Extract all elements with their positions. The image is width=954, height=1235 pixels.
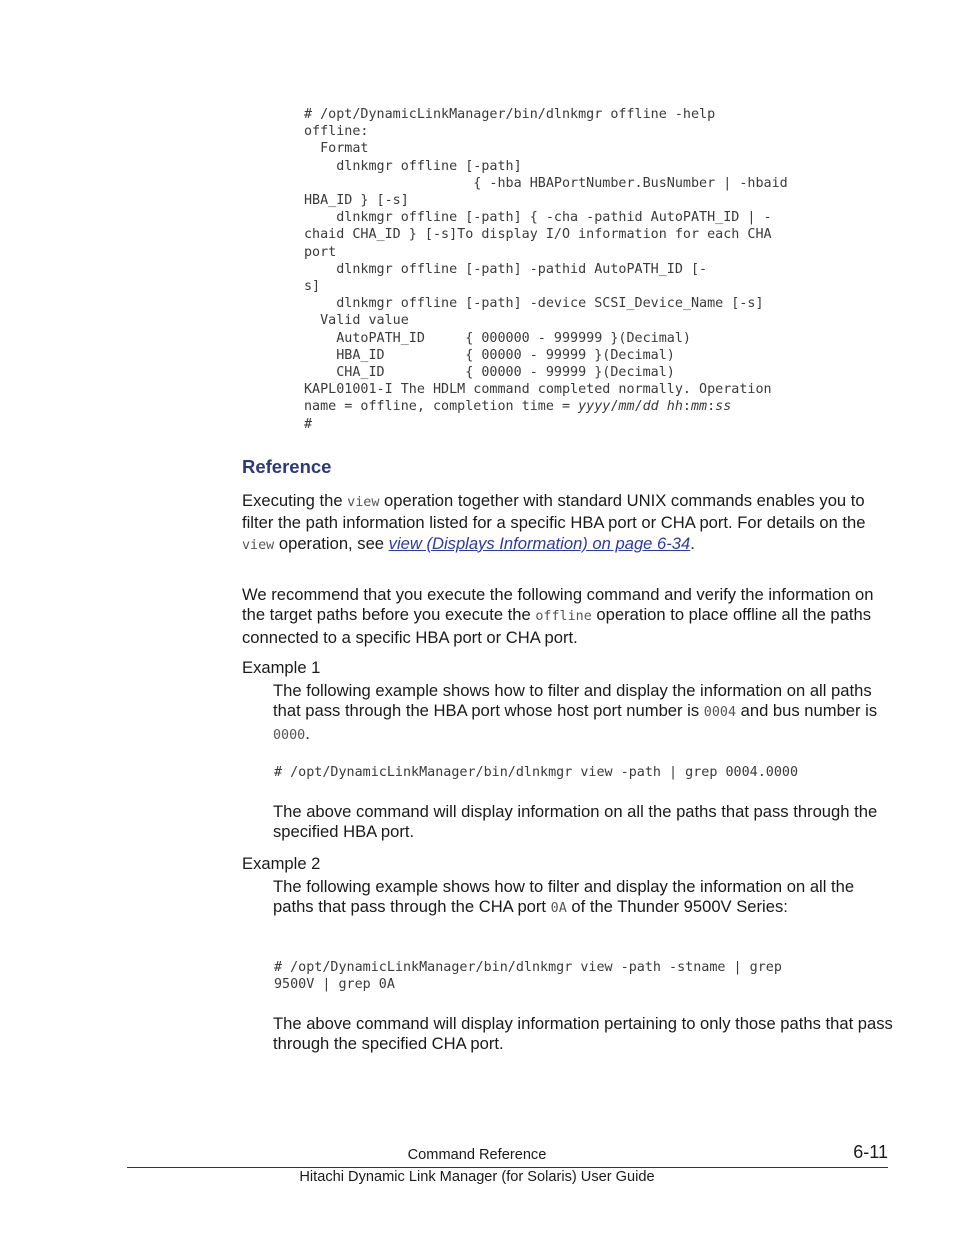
page-number: 6-11 — [853, 1142, 888, 1162]
example-2-description: The following example shows how to filter and display the information on all the paths that pass through the CHA port 0A of the Thunder 9500V Series: — [273, 877, 855, 917]
inline-code-bus-number: 0000 — [273, 727, 306, 743]
example-2-command: # /opt/DynamicLinkManager/bin/dlnkmgr view -path -stname | grep 9500V | grep 0A — [274, 960, 782, 993]
example-1-description: The following example shows how to filter and display the information on all paths that pass through the HBA port whose host port number is 0004 and bus number is 0000. — [273, 681, 878, 743]
time-space — [659, 399, 667, 414]
footer-guide-title: Hitachi Dynamic Link Manager (for Solaris) User Guide — [299, 1169, 655, 1185]
reference-heading: Reference — [242, 456, 332, 477]
inline-code-view: view — [347, 495, 380, 510]
help-output-text: # /opt/DynamicLinkManager/bin/dlnkmgr offline -help offline: Format dlnkmgr offline [-path] { -hba HBAPortNumber.BusNumber | -hbaid HBA_ID } [-s] dlnkmgr offline [-path] { -cha -pathid AutoPATH_ID | - chaid CHA_ID } [-s]To display I/O information for each CHA port dlnkmgr offline [-path] -pathid AutoPATH_ID [- s] dlnkmgr offline [-path] -device SCSI_Device_Name [-s] Valid value AutoPATH_ID { 000000 - 999999 }(Decimal) HBA_ID { 00000 - 99999 }(Decimal) CHA_ID { 00000 - 99999 }(Decimal) KAPL01001-I The HDLM command completed normally. Operation name = offline, completion time = — [304, 107, 788, 415]
time-day-placeholder: dd — [642, 399, 659, 415]
inline-code-view: view — [242, 537, 275, 553]
time-minute-placeholder: mm — [690, 399, 708, 415]
view-operation-link[interactable]: view (Displays Information) on page 6-34 — [388, 533, 691, 553]
time-separator: / — [610, 399, 619, 415]
inline-code-offline: offline — [535, 609, 592, 625]
example-1-label: Example 1 — [242, 658, 321, 677]
time-hour-placeholder: hh — [666, 399, 683, 415]
reference-paragraph-1: Executing the view operation together with standard UNIX commands enables you to filter the path information listed for a specific HBA port or CHA port. For details on the view operation, see view (Displays Information) on page 6-34. — [242, 491, 866, 553]
help-output-code-block — [304, 106, 788, 433]
inline-code-host-port: 0004 — [703, 705, 737, 721]
example-2-label: Example 2 — [242, 854, 321, 873]
example-1-command: # /opt/DynamicLinkManager/bin/dlnkmgr view -path | grep 0004.0000 — [274, 765, 799, 780]
time-separator: / — [634, 399, 643, 415]
inline-code-cha-port: 0A — [550, 901, 567, 917]
example-2-result: The above command will display information pertaining to only those paths that pass through the specified CHA port. — [273, 1014, 893, 1054]
time-colon: : — [682, 399, 691, 415]
footer-section-title: Command Reference — [407, 1147, 547, 1163]
time-year-placeholder: yyyy — [578, 399, 611, 415]
time-colon: : — [707, 399, 716, 415]
time-second-placeholder: ss — [715, 399, 732, 415]
footer-divider — [127, 1167, 888, 1168]
reference-paragraph-2: We recommend that you execute the following command and verify the information on the target paths before you execute the offline operation to place offline all the paths connected to a specific HBA port or CHA port. — [242, 585, 874, 647]
prompt-line: # — [304, 416, 313, 432]
example-1-result: The above command will display information on all the paths that pass through the specified HBA port. — [273, 802, 878, 842]
time-month-placeholder: mm — [618, 399, 635, 415]
